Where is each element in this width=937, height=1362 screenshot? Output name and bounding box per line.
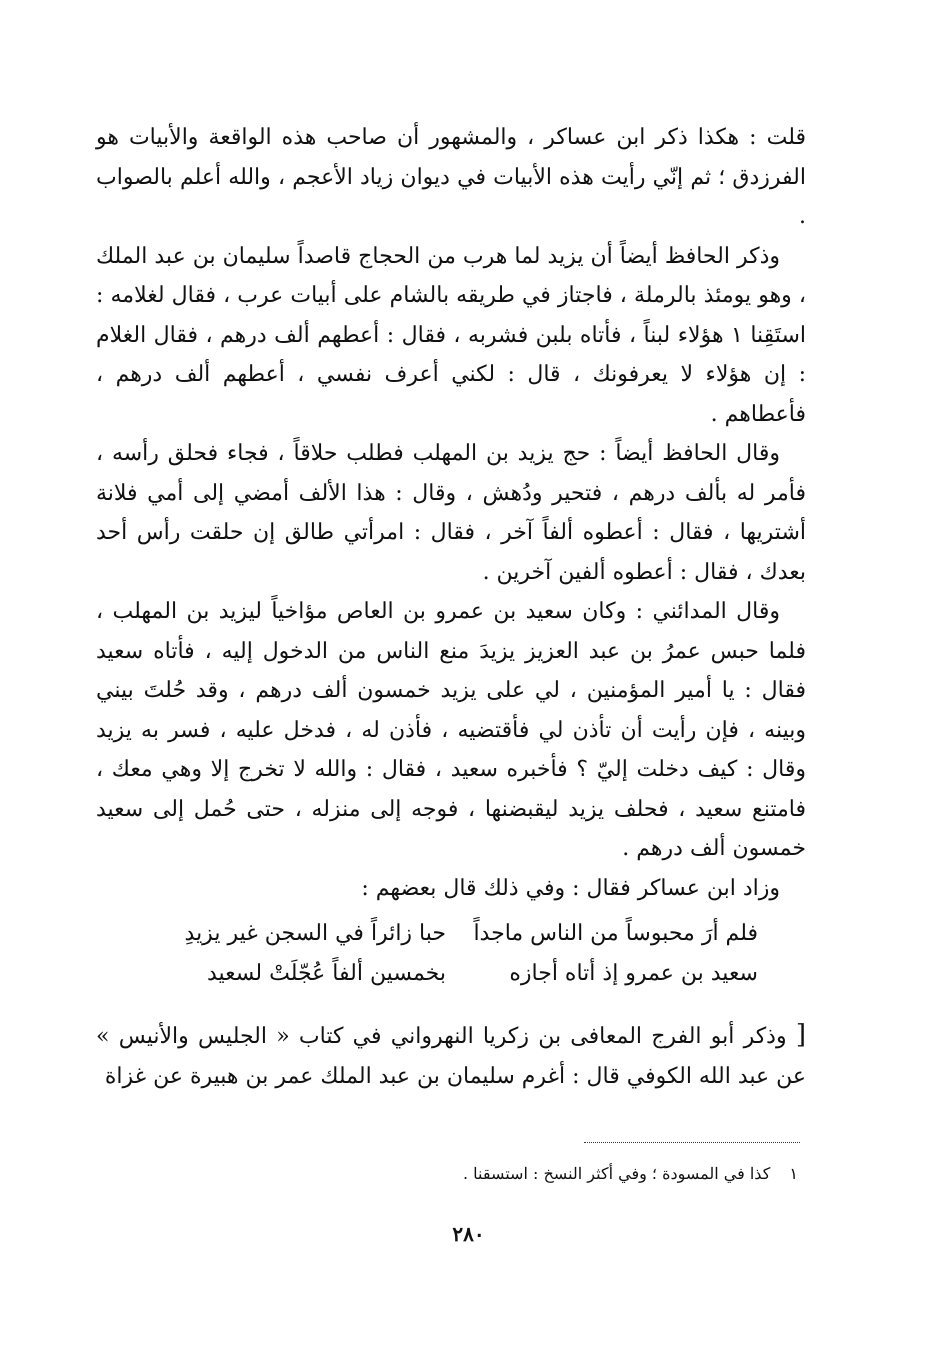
paragraph-madaini: وقال المدائني : وكان سعيد بن عمرو بن العاص مؤاخياً ليزيد بن المهلب ، فلما حبس عمرُ بن عبد العزيز يزيدَ منع الناس من الدخول إليه ، فأتاه سعيد فقال : يا أمير المؤمنين ، لي على يزيد خمسون ألف درهم ، وقد حُلتَ بيني وبينه ، فإن رأيت أن تأذن لي فأقتضيه ، فأذن له ، فدخل عليه ، فسر به يزيد وقال : كيف دخلت إليّ ؟ فأخبره سعيد ، فقال : والله لا تخرج إلا وهي معك ، فامتنع سعيد ، فحلف يزيد ليقبضنها ، فوجه إلى منزله ، حتى حُمل إلى سعيد خمسون ألف درهم .: [96, 599, 806, 861]
page-body: [96, 118, 806, 1096]
opening-bracket: [: [795, 1020, 806, 1050]
verse-second-hemistich: حبا زائراً في السجن غير يزيدِ: [184, 921, 446, 946]
paragraph-ibn-asakir-note: قلت : هكذا ذكر ابن عساكر ، والمشهور أن صاحب هذه الواقعة والأبيات هو الفرزدق ؛ ثم إنّي رأيت هذه الأبيات في ديوان زياد الأعجم ، والله أعلم بالصواب .: [96, 125, 806, 229]
footnote-separator: [584, 1142, 800, 1143]
paragraph-abu-al-faraj-text: وذكر أبو الفرج المعافى بن زكريا النهرواني في كتاب « الجليس والأنيس » عن عبد الله الكوفي قال : أغرم سليمان بن عبد الملك عمر بن هبيرة عن غزاة: [96, 1024, 806, 1089]
paragraph-ibn-asakir-addition: وزاد ابن عساكر فقال : وفي ذلك قال بعضهم :: [361, 875, 780, 901]
verse-first-hemistich: سعيد بن عمرو إذ أتاه أجازه: [509, 961, 758, 986]
paragraph-abu-al-faraj: [96, 1016, 806, 1096]
footnote-number: ١: [789, 1164, 798, 1183]
poem-verses: [96, 914, 806, 994]
footnote: [300, 1162, 798, 1186]
verse-second-hemistich: بخمسين ألفاً عُجّلَتْ لسعيد: [206, 961, 446, 986]
paragraph-hafiz-barber: وقال الحافظ أيضاً : حج يزيد بن المهلب فطلب حلاقاً ، فجاء فحلق رأسه ، فأمر له بألف درهم ، فتحير ودُهش ، وقال : هذا الألف أمضي إلى أمي فلانة أشتريها ، فقال : أعطوه ألفاً آخر ، فقال : امرأتي طالق إن حلقت رأس أحد بعدك ، فقال : أعطوه ألفين آخرين .: [96, 441, 806, 585]
verse-line: [96, 954, 806, 994]
page-number: ٢٨٠: [452, 1222, 485, 1246]
paragraph-hafiz-milk: وذكر الحافظ أيضاً أن يزيد لما هرب من الحجاج قاصداً سليمان بن عبد الملك ، وهو يومئذ بالرملة ، فاجتاز في طريقه بالشام على أبيات عرب ، فقال لغلامه : استَقِنا ١ هؤلاء لبناً ، فأتاه بلبن فشربه ، فقال : أعطهم ألف درهم ، فقال الغلام : إن هؤلاء لا يعرفونك ، قال : لكني أعرف نفسي ، أعطهم ألف درهم ، فأعطاهم .: [96, 243, 806, 427]
verse-first-hemistich: فلم أرَ محبوساً من الناس ماجداً: [473, 921, 758, 946]
verse-line: [96, 914, 806, 954]
footnote-text: كذا في المسودة ؛ وفي أكثر النسخ : استسقنا .: [462, 1164, 771, 1183]
